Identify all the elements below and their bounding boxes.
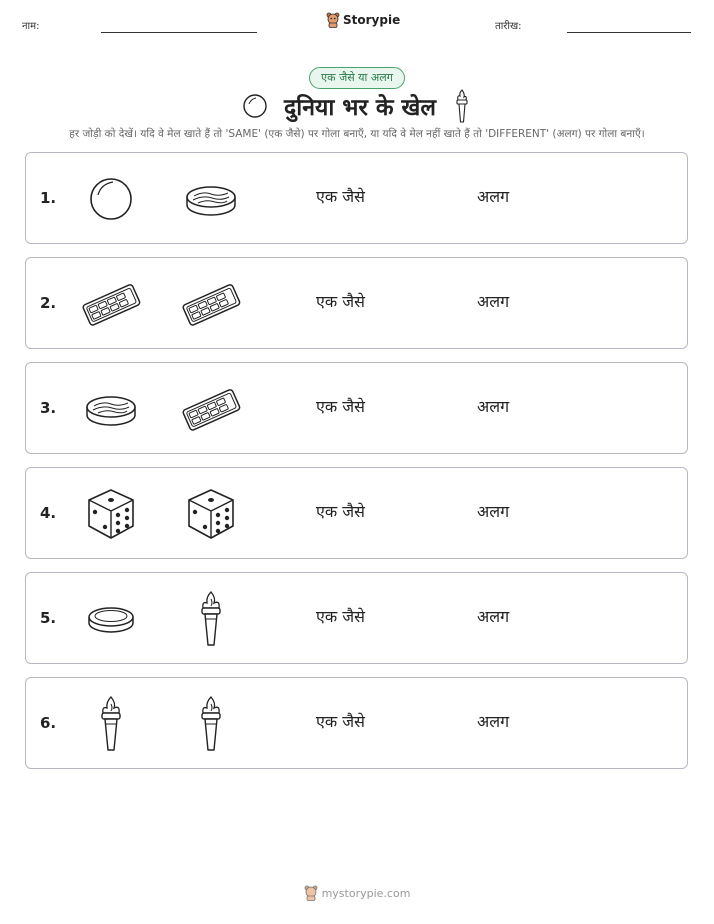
- same-option[interactable]: एक जैसे: [316, 187, 365, 206]
- same-option[interactable]: एक जैसे: [316, 292, 365, 311]
- wood-disc-icon: [81, 379, 141, 439]
- storypie-mascot-icon: [304, 885, 318, 901]
- different-option[interactable]: अलग: [477, 397, 510, 416]
- row-number: 2.: [40, 294, 57, 312]
- pair-row: [25, 467, 688, 559]
- torch-icon: [81, 694, 141, 754]
- different-option[interactable]: अलग: [477, 502, 510, 521]
- different-option[interactable]: अलग: [477, 292, 510, 311]
- checker-piece-icon: [81, 589, 141, 649]
- footer: [0, 885, 714, 901]
- pair-row: [25, 152, 688, 244]
- game-tray-icon: [81, 274, 141, 334]
- same-option[interactable]: एक जैसे: [316, 712, 365, 731]
- game-tray-icon: [181, 274, 241, 334]
- storypie-logo: [326, 12, 400, 28]
- row-number: 5.: [40, 609, 57, 627]
- pair-row: [25, 572, 688, 664]
- worksheet-type-badge: एक जैसे या अलग: [309, 67, 405, 89]
- row-number: 6.: [40, 714, 57, 732]
- row-number: 1.: [40, 189, 57, 207]
- different-option[interactable]: अलग: [477, 712, 510, 731]
- pair-row: [25, 257, 688, 349]
- row-number: 4.: [40, 504, 57, 522]
- instructions: हर जोड़ी को देखें। यदि वे मेल खाते हैं तो 'SAME' (एक जैसे) पर गोला बनाएँ, या यदि वे मेल नहीं खाते हैं तो 'DIFFERENT' (अलग) पर गोला बनाएँ।: [69, 128, 645, 140]
- same-option[interactable]: एक जैसे: [316, 502, 365, 521]
- page-title: दुनिया भर के खेल: [284, 95, 436, 121]
- same-option[interactable]: एक जैसे: [316, 397, 365, 416]
- date-label: तारीख:: [495, 21, 522, 32]
- row-number: 3.: [40, 399, 57, 417]
- storypie-mascot-icon: [326, 12, 340, 28]
- different-option[interactable]: अलग: [477, 187, 510, 206]
- marble-icon: [81, 169, 141, 229]
- name-line[interactable]: [101, 32, 257, 33]
- game-tray-icon: [181, 379, 241, 439]
- pair-row: [25, 362, 688, 454]
- torch-icon: [181, 694, 241, 754]
- name-label: नाम:: [22, 21, 40, 32]
- footer-url[interactable]: mystorypie.com: [321, 886, 411, 900]
- torch-icon: [452, 88, 472, 124]
- different-option[interactable]: अलग: [477, 607, 510, 626]
- dice-icon: [181, 484, 241, 544]
- pair-row: [25, 677, 688, 769]
- dice-icon: [81, 484, 141, 544]
- date-line[interactable]: [567, 32, 691, 33]
- logo-text: Storypie: [343, 13, 401, 27]
- title-row: [0, 88, 714, 124]
- wood-disc-icon: [181, 169, 241, 229]
- marble-icon: [242, 93, 268, 119]
- torch-icon: [181, 589, 241, 649]
- same-option[interactable]: एक जैसे: [316, 607, 365, 626]
